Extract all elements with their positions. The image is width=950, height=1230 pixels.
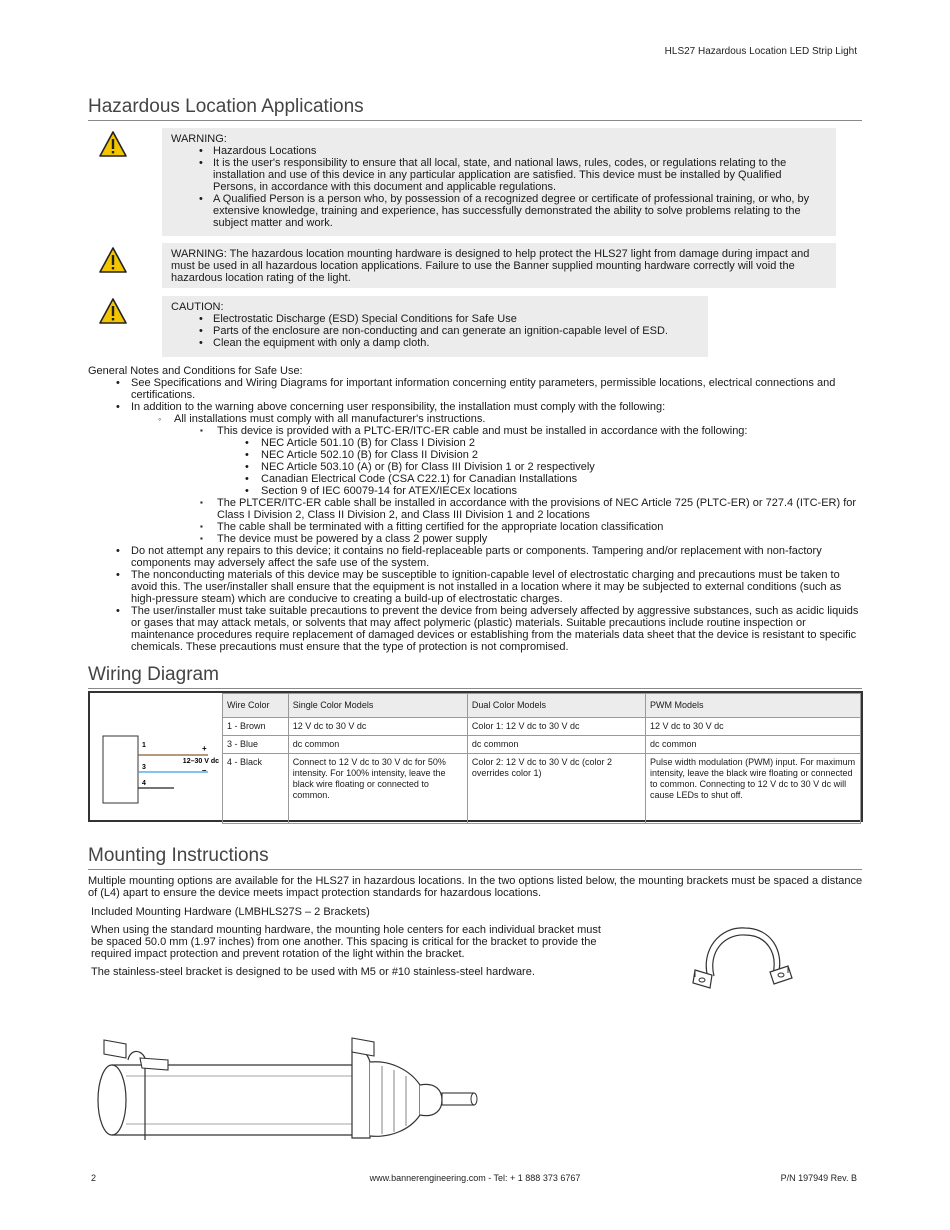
- table-header: Single Color Models: [288, 694, 467, 718]
- general-notes: [88, 365, 863, 653]
- note-item: • The nonconducting materials of this device may be susceptible to ignition-capable level of electrostatic charging and precautions must be taken to avoid this. The user/installer shall ensure that the equipment is not installed in a location where it may be subjected to external conditions (such as high-pressure steam) which are conducive to creating a build-up of electrostatic charges.: [88, 569, 863, 605]
- note-subsubitem: ▪ This device is provided with a PLTC-ER/ITC-ER cable and must be installed in accordance with the following:: [88, 425, 863, 437]
- light-with-brackets-image: [90, 1030, 490, 1140]
- mounting-intro: Multiple mounting options are available for the HLS27 in hazardous locations. In the two options listed below, the mounting brackets must be spaced a distance of (L4) apart to ensure the device meets impact protection standards for hazardous locations.: [88, 875, 863, 899]
- warning-box-mounting-hardware: [162, 243, 836, 288]
- table-cell: Color 2: 12 V dc to 30 V dc (color 2 overrides color 1): [467, 754, 645, 824]
- note-item: • See Specifications and Wiring Diagrams for important information concerning entity parameters, permissible locations, electrical connections and certifications.: [88, 377, 863, 401]
- caution-item: • Clean the equipment with only a damp cloth.: [171, 337, 699, 349]
- wire-label-4: 4: [142, 780, 146, 787]
- caution-box-esd: [162, 296, 708, 357]
- table-cell: 1 - Brown: [223, 718, 289, 736]
- caution-title: CAUTION:: [171, 301, 224, 313]
- nec-item: • Section 9 of IEC 60079-14 for ATEX/IECEx locations: [88, 485, 863, 497]
- caution-triangle-icon: [98, 297, 128, 325]
- note-subitem: ◦ All installations must comply with all manufacturer's instructions.: [88, 413, 863, 425]
- warning-title: WARNING:: [171, 248, 227, 260]
- table-cell: Color 1: 12 V dc to 30 V dc: [467, 718, 645, 736]
- table-cell: Pulse width modulation (PWM) input. For maximum intensity, leave the black wire floating or connected to common. Connecting to 12 V dc to 30 V dc will cause LEDs to shut off.: [646, 754, 861, 824]
- table-header: PWM Models: [646, 694, 861, 718]
- table-cell: 12 V dc to 30 V dc: [646, 718, 861, 736]
- mounting-paragraph-spacing: When using the standard mounting hardware, the mounting hole centers for each individual bracket must be spaced 50.0 mm (1.97 inches) from one another. This spacing is critical for the bracket to provide the required impact protection and prevent rotation of the light within the bracket.: [91, 924, 601, 960]
- table-cell: Connect to 12 V dc to 30 V dc for 50% intensity. For 100% intensity, leave the black wire floating or connected to common.: [288, 754, 467, 824]
- note-subsubitem: ▪ The device must be powered by a class 2 power supply: [88, 533, 863, 545]
- table-cell: dc common: [288, 736, 467, 754]
- warning-item: • A Qualified Person is a person who, by possession of a recognized degree or certificate of professional training, or who, by extensive knowledge, training and experience, has successfully demonstrated the ability to solve problems relating to the subject matter and work.: [171, 193, 827, 229]
- mounting-bracket-image: [690, 920, 800, 995]
- caution-item: • Parts of the enclosure are non-conducting and can generate an ignition-capable level of ESD.: [171, 325, 699, 337]
- page-number: 2: [91, 1173, 97, 1183]
- table-cell: dc common: [646, 736, 861, 754]
- footer-contact: www.bannerengineering.com - Tel: + 1 888 373 6767: [369, 1173, 581, 1183]
- connector-body: [103, 736, 138, 803]
- nec-item: • NEC Article 501.10 (B) for Class I Division 2: [88, 437, 863, 449]
- note-item: • The user/installer must take suitable precautions to prevent the device from being adversely affected by aggressive substances, such as acidic liquids or gases that may attack metals, or solvents that may affect polymeric (plastic) materials. Suitable precautions include routine inspection or maintenance procedures require replacement of damaged devices or establishing from the materials data sheet that the device is resistant to specific chemicals. These precautions must ensure that the type of protection is not compromised.: [88, 605, 863, 653]
- table-cell: 4 - Black: [223, 754, 289, 824]
- warning-item: • It is the user's responsibility to ensure that all local, state, and national laws, rules, codes, or regulations relating to the installation and use of this device in any particular application are satisfied. This device must be installed by Qualified Persons, in accordance with this document and applicable regulations.: [171, 157, 827, 193]
- nec-item: • NEC Article 503.10 (A) or (B) for Class III Division 1 or 2 respectively: [88, 461, 863, 473]
- document-title: HLS27 Hazardous Location LED Strip Light: [664, 46, 857, 57]
- wire-label-3: 3: [142, 764, 146, 771]
- warning-title: WARNING:: [171, 133, 227, 145]
- footer-part-number: P/N 197949 Rev. B: [780, 1173, 857, 1183]
- nec-item: • Canadian Electrical Code (CSA C22.1) for Canadian Installations: [88, 473, 863, 485]
- warning-item: • Hazardous Locations: [171, 145, 827, 157]
- table-cell: 12 V dc to 30 V dc: [288, 718, 467, 736]
- table-row: [223, 754, 861, 824]
- section-heading-hazardous: Hazardous Location Applications: [88, 96, 862, 121]
- mounting-subheading: Included Mounting Hardware (LMBHLS27S – 2 Brackets): [91, 906, 370, 918]
- table-header-row: [223, 694, 861, 718]
- wiring-diagram-box: [88, 691, 863, 822]
- wire-label-1: 1: [142, 742, 146, 749]
- notes-heading: General Notes and Conditions for Safe Use:: [88, 365, 303, 377]
- table-cell: 3 - Blue: [223, 736, 289, 754]
- warning-list: [171, 145, 827, 229]
- section-heading-mounting: Mounting Instructions: [88, 845, 862, 870]
- polarity-plus: +: [202, 744, 207, 753]
- caution-item: • Electrostatic Discharge (ESD) Special Conditions for Safe Use: [171, 313, 699, 325]
- nec-item: • NEC Article 502.10 (B) for Class II Division 2: [88, 449, 863, 461]
- section-heading-wiring: Wiring Diagram: [88, 664, 862, 689]
- table-row: [223, 718, 861, 736]
- note-item: • Do not attempt any repairs to this device; it contains no field-replaceable parts or components. Tampering and/or replacement with non-factory components may adversely affect the safe use of the system.: [88, 545, 863, 569]
- wiring-schematic: [90, 693, 222, 820]
- supply-voltage-label: 12–30 V dc: [182, 758, 219, 765]
- table-cell: dc common: [467, 736, 645, 754]
- note-subsubitem: ▪ The PLTCER/ITC-ER cable shall be installed in accordance with the provisions of NEC Article 725 (PLTC-ER) or 727.4 (ITC-ER) for Class I Division 2, Class II Division 2, and Class III Division 1 and 2 locations: [88, 497, 863, 521]
- warning-text: The hazardous location mounting hardware is designed to help protect the HLS27 light from damage during impact and must be used in all hazardous location applications. Failure to use the Banner supplied mounting hardware correctly will void the hazardous location rating of the light.: [171, 248, 810, 284]
- table-header: Wire Color: [223, 694, 289, 718]
- note-item: • In addition to the warning above concerning user responsibility, the installation must comply with the following:: [88, 401, 863, 413]
- note-subsubitem: ▪ The cable shall be terminated with a fitting certified for the appropriate location classification: [88, 521, 863, 533]
- table-header: Dual Color Models: [467, 694, 645, 718]
- polarity-minus: –: [202, 766, 207, 775]
- table-row: [223, 736, 861, 754]
- wiring-table: [222, 693, 861, 824]
- mounting-paragraph-hardware: The stainless-steel bracket is designed to be used with M5 or #10 stainless-steel hardware.: [91, 966, 535, 978]
- warning-triangle-icon: [98, 130, 128, 158]
- warning-box-hazardous: [162, 128, 836, 236]
- warning-triangle-icon: [98, 246, 128, 274]
- caution-list: [171, 313, 699, 349]
